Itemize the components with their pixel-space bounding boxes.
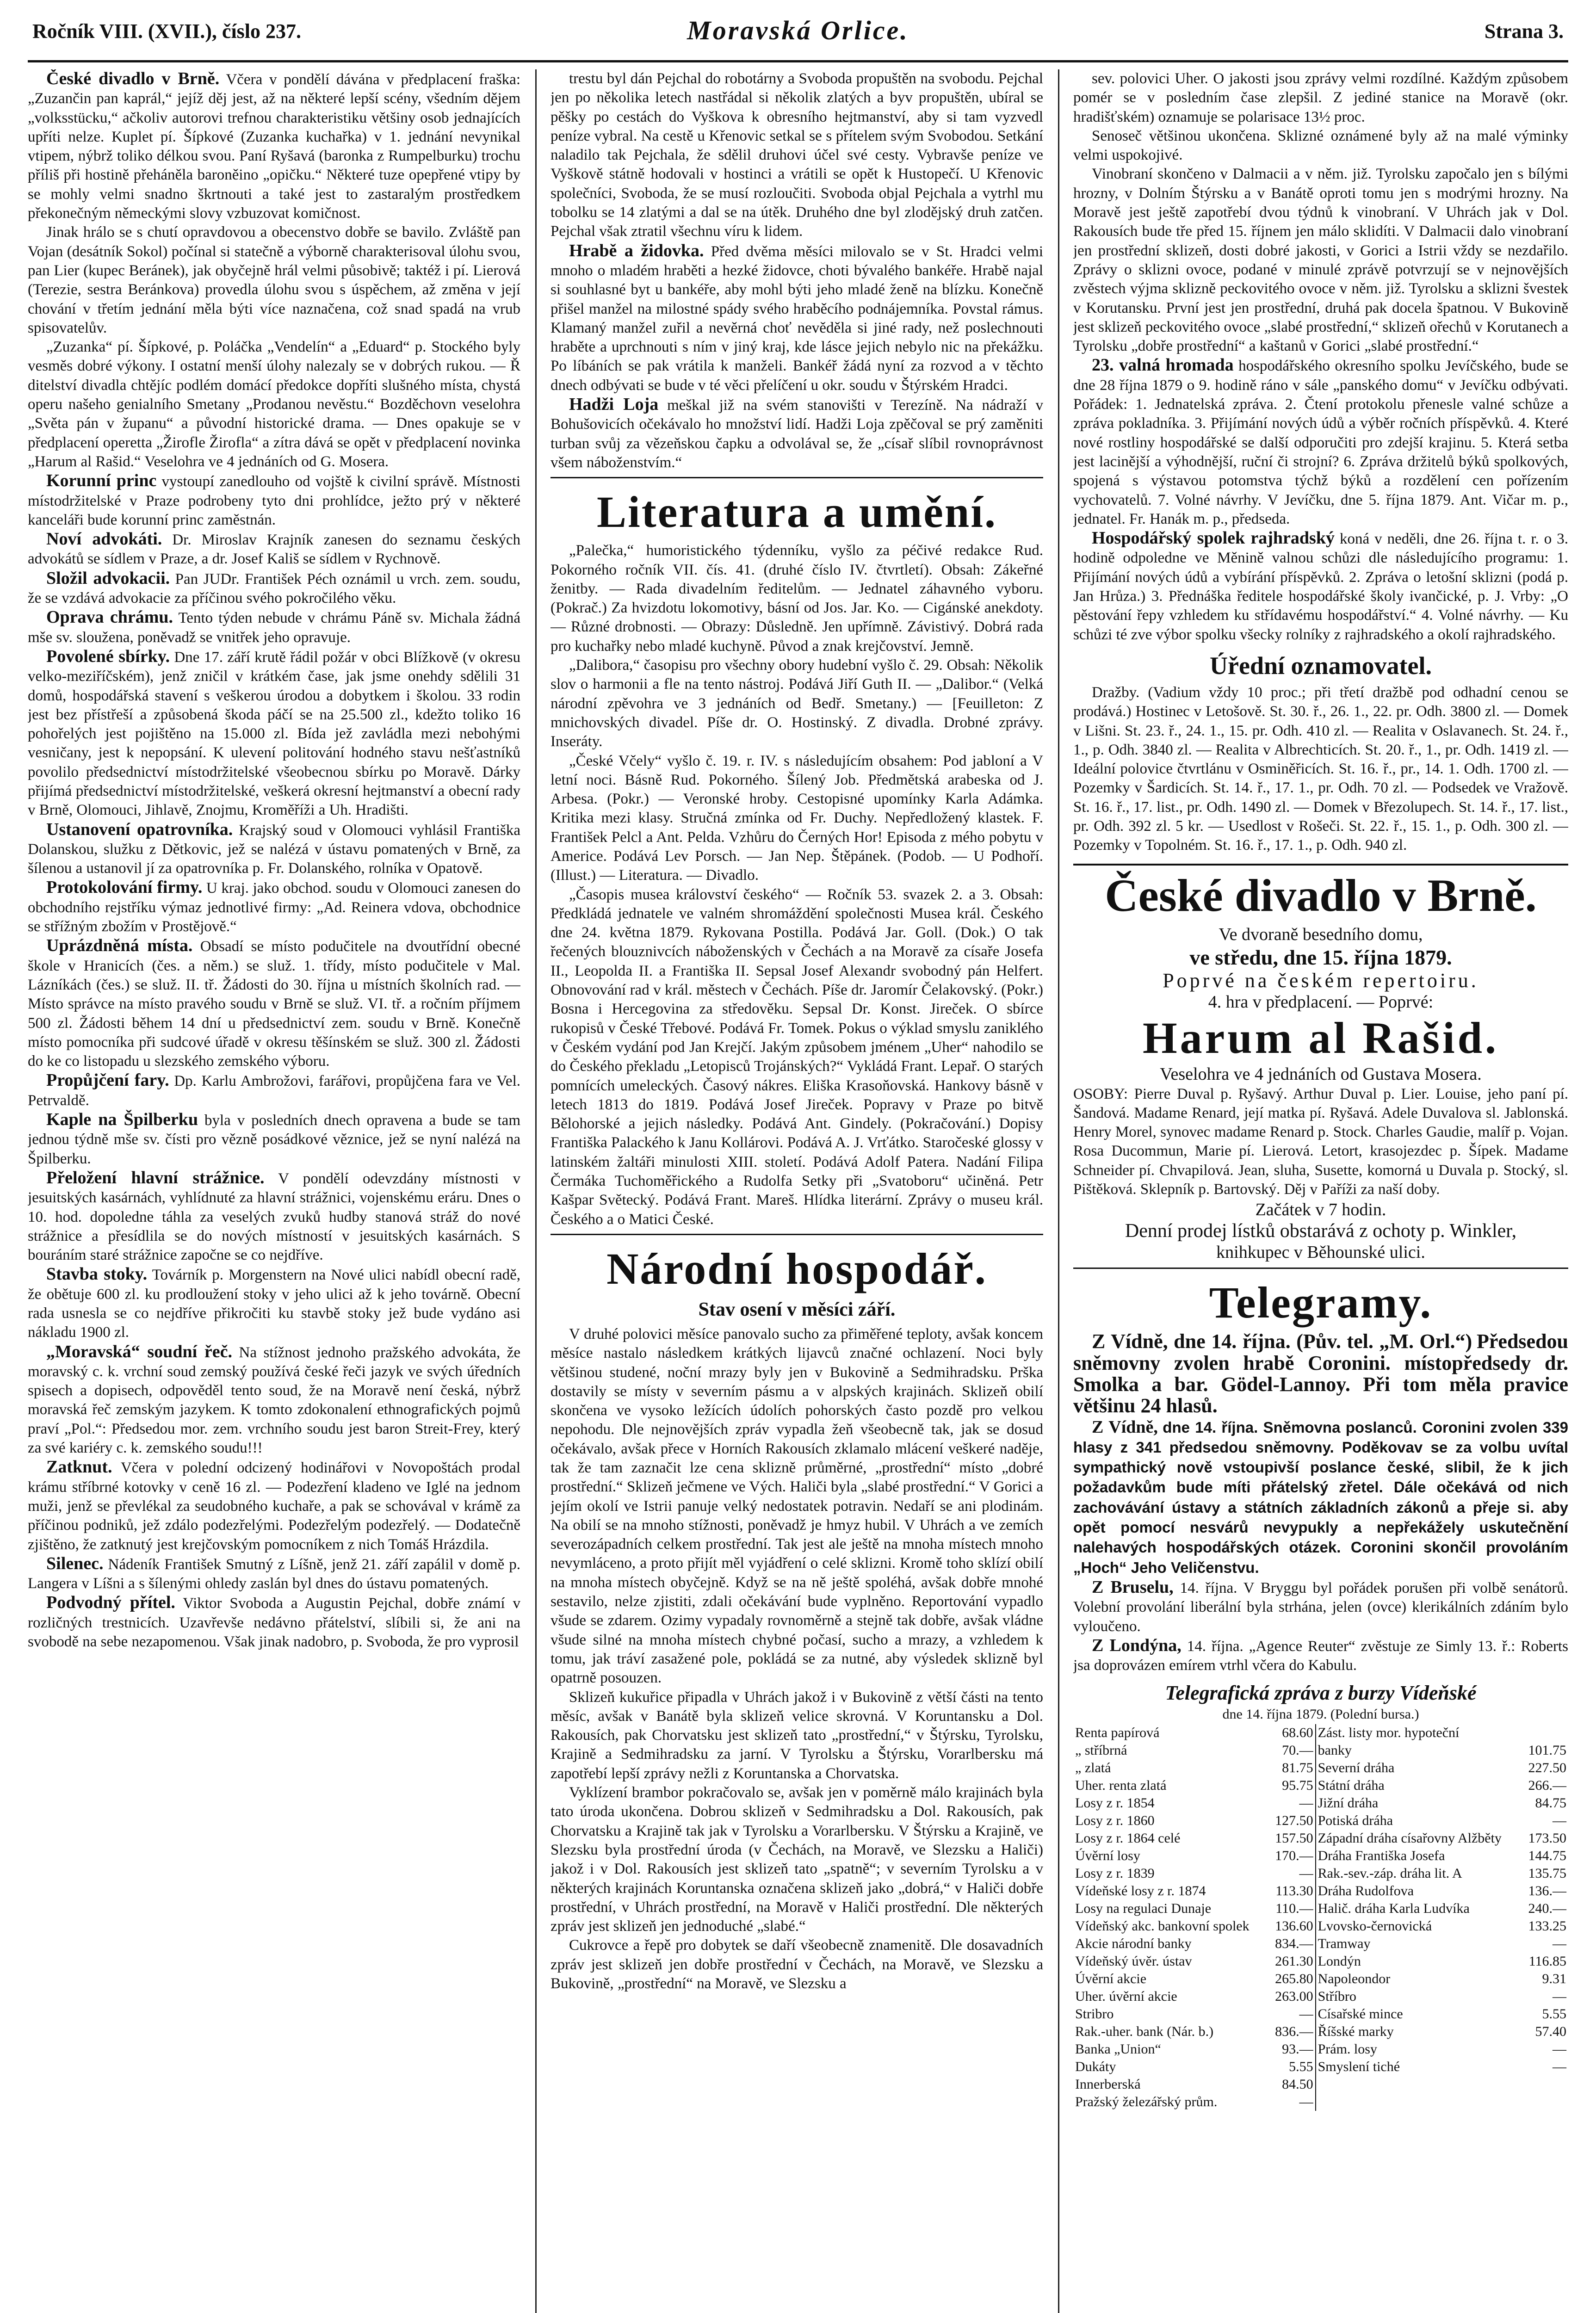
article-text: Na stížnost jednoho pražského advokáta, že moravský c. k. vrchní soud zemský používá české řeči jazyk ve svých úředních spisech a dopisech, odpověděl tento soud, že na Moravě není česká, nýbrž moravská řeč zemským jazykem. K tomto zdokonalení ethnografických pojmů praví „Pol.“: Předsedou mor. zem. vrchního soudu jest baron Streit-Frey, který za své kariéry c. k. zemského soudu!!! [28, 1344, 520, 1457]
bourse-item: Renta papírová [1075, 1725, 1160, 1740]
article [28, 1593, 520, 1651]
bourse-value: — [1553, 2041, 1566, 2057]
bourse-row [1073, 1900, 1568, 1917]
article-text: hospodářského okresního spolku Jevíčského, bude se dne 28 října 1879 o 9. hodině ráno v sále „panského domu“ v Jevíčku odbývati. Pořádek: 1. Jednatelská zpráva. 2. Čtení protokolu přenesle valné schůze a zpráva pokladníka. 3. Přijímání nových údů a výběr ročních příspěvků. 4. Které nové rostliny hospodářské se další odporučiti pro zdejší krajinu. 5. Která setba jest lacinější a výhodnější, ruční či strojní? 6. Zpráva držitelů býků spolkových, spojená s výstavou potomstva týchž býků a rozdělení cen pořízením vychovatelů. 7. Volné návrhy. V Jevíčku, dne 5. října 1879. Ant. Vičar m. p., jednatel. Fr. Hanák m. p., předseda. [1073, 358, 1568, 527]
section-divider [551, 1234, 1043, 1235]
bourse-value: 110.— [1275, 1900, 1313, 1916]
bourse-table [1073, 1724, 1568, 2111]
article-heading: Hadži Loja [569, 395, 659, 414]
bourse-value: — [1553, 1988, 1566, 2004]
bourse-row [1073, 2076, 1568, 2093]
theatre-ad-line: Ve dvoraně besedního domu, [1219, 924, 1423, 944]
bourse-value: 170.— [1275, 1848, 1313, 1863]
theatre-ad-line: Začátek v 7 hodin. [1255, 1200, 1386, 1220]
section-divider [551, 477, 1043, 478]
bourse-row [1073, 1882, 1568, 1900]
bourse-item: Halič. dráha Karla Ludvíka [1316, 1900, 1522, 1917]
bourse-item: „ zlatá [1075, 1760, 1111, 1775]
article-text: Vyklízení brambor pokračovalo se, avšak jen v poměrně málo krajinách byla tato úroda ukončena. Dobrou sklizeň v Sedmihradsku a Dol. Rakousích, pak Chorvatsku a Krajině tak jak v Tyrolsku a Vorarlbersku. V Štýrsku a Krajině, ve Slezsku byla prostřední úroda (v Čechách, na Moravě, ve Slezsku a Haliči) jakož i v Dol. Rakousích jest sklizeň tato „spatně“; v severním Tyrolsku a v některých krajinách Koruntanska označena sklizeň jako „dobrá,“ v Haliči dobře prostřední, v Uhrách prostřední, na Moravě v Haliči prostřední. Dle některých zpráv jest sklizeň jen jednoduché „slabé.“ [551, 1784, 1043, 1935]
article-text: U kraj. jako obchod. soudu v Olomouci zanesen do obchodního rejstříku výmaz jednotlivé firmy: „Ad. Reinera vdova, obchodnice se střížným zbožím v Prostějově.“ [28, 880, 520, 935]
bourse-value: 157.50 [1275, 1830, 1313, 1846]
article-heading: Ustanovení opatrovníka. [46, 819, 233, 839]
theatre-ad-cast: OSOBY: Pierre Duval p. Ryšavý. Arthur Duval p. Lier. Louise, jeho paní pí. Šandová. Madame Renard, její matka pí. Ryšavá. Adele Duvalova sl. Jablonská. Henry Morel, synovec madame Renard p. Stock. Charles Gaudie, malíř p. Vojan. Rosa Ducommun, Marie pí. Lierová. Letort, krasojezdec p. Šípek. Madame Schneider pí. Chvapilová. Jean, sluha, Susette, komorná u Duvala p. Stocký, sl. Pištěková. Sklepník p. Bartovský. Děj v Paříži za naší doby. [1073, 1085, 1568, 1198]
article-text: Předsedou sněmovny zvolen hrabě Coronini. místopředsedy dr. Smolka a bar. Gödel-Lannoy. Při tom měla pravice většinu 24 hlasů. [1073, 1330, 1568, 1417]
bourse-row [1073, 1953, 1568, 1970]
bourse-value: 113.30 [1275, 1883, 1313, 1899]
bourse-item: Potiská dráha [1316, 1812, 1522, 1830]
article-heading: Z Vídně, [1092, 1417, 1158, 1437]
bourse-value: 266.— [1528, 1777, 1566, 1793]
article-heading: Zatknut. [46, 1457, 112, 1477]
bourse-value: — [1553, 1936, 1566, 1951]
bourse-value: — [1299, 2094, 1313, 2109]
bourse-value: 57.40 [1535, 2023, 1566, 2039]
bourse-row [1073, 1830, 1568, 1847]
bourse-subtitle: dne 14. října 1879. (Polední bursa.) [1222, 1707, 1419, 1722]
bourse-item: Uher. renta zlatá [1075, 1777, 1167, 1793]
bourse-item: Rak.-uher. bank (Nár. b.) [1075, 2023, 1214, 2039]
bourse-value [1522, 2093, 1568, 2111]
column-3 [1073, 69, 1568, 2313]
bourse-item: banky [1316, 1742, 1522, 1759]
bourse-value: 70.— [1282, 1742, 1313, 1758]
bourse-item: Vídeňský úvěr. ústav [1075, 1953, 1192, 1969]
theatre-ad-title: České divadlo v Brně. [1073, 864, 1568, 921]
bourse-item: Innerberská [1075, 2076, 1141, 2092]
article [28, 1110, 520, 1169]
page-header [28, 9, 1568, 62]
article [28, 878, 520, 936]
bourse-row [1073, 2093, 1568, 2111]
article-heading: Korunní princ [46, 471, 157, 491]
bourse-row [1073, 2058, 1568, 2076]
bourse-row [1073, 1759, 1568, 1777]
bourse-value: 93.— [1282, 2041, 1313, 2057]
article [1073, 529, 1568, 644]
article [28, 820, 520, 878]
column-rule [1058, 69, 1059, 2313]
article-text: Dp. Karlu Ambrožovi, farářovi, propůjčena fara ve Vel. Petrvaldě. [28, 1073, 520, 1109]
bourse-item: Severní dráha [1316, 1759, 1522, 1777]
bourse-item: Dukáty [1075, 2059, 1116, 2074]
bourse-row [1073, 1777, 1568, 1794]
bourse-row [1073, 1812, 1568, 1830]
article-text: vystoupí zanedlouho od vojště k civilní správě. Místnosti místodržitelské v Praze podrobeny tyto dni prohlídce, ježto prý v některé kanceláři bude korunní princ zaměstnán. [28, 473, 520, 528]
article-heading: Z Londýna, [1092, 1635, 1182, 1655]
article-text: Viktor Svoboda a Augustin Pejchal, dobře známí v rozličných trestnicích. Uzavřevše nedávno přátelství, slíbili si, že ani na svobodě na sebe nezapomenou. Však jinak nadobro, p. Svoboda, že pro vyprosil [28, 1595, 520, 1651]
bourse-item: Vídeňský akc. bankovní spolek [1075, 1918, 1250, 1934]
bourse-item: Losy z r. 1839 [1075, 1865, 1155, 1881]
bourse-item: Losy z r. 1854 [1075, 1795, 1155, 1811]
issue-info: Ročník VIII. (XVII.), číslo 237. [32, 20, 302, 43]
bourse-item: Losy na regulaci Dunaje [1075, 1900, 1212, 1916]
bourse-value: 9.31 [1542, 1971, 1566, 1986]
bourse-row [1073, 1724, 1568, 1742]
bourse-row [1073, 1794, 1568, 1812]
article [28, 530, 520, 569]
article [28, 608, 520, 647]
bourse-value: 836.— [1275, 2023, 1313, 2039]
bourse-value: 5.55 [1542, 2006, 1566, 2022]
bourse-item [1316, 2076, 1522, 2093]
bourse-row [1073, 2023, 1568, 2041]
article-text: „Palečka,“ humoristického týdenníku, vyšlo za péčivé redakce Rud. Pokorného ročník VII. čís. 41. (druhé číslo IV. čtvrtletí). Obsah: Zákeřné ženitby. — Rada divadelním ředitelům. — Jednatel záhavného vyboru. (Pokrač.) Za hvizdotu lokomotivy, básní od Jos. Jar. Ko. — Cigánské anekdoty. — Různé drobnosti. — Obrazy: Důsledně. Jen upřímně. Závistivý. Dobrá rada pro kuchařky nebo mladé kuchyně. Původ a znak krejčovství. Jemně. [551, 542, 1043, 655]
article-text: Dne 17. září krutě řádil požár v obci Blížkově (v okresu velko-meziříčském), jenž zničil v krátkém čase, jak jsme onehdy sdělili 31 domů, hospodářská stavení s veškerou úrodou a dobytkem i školou. 33 rodin jest bez přístřeší a způsobená škoda páčí se na 25.500 zl., kdežto toliko 16 pohořelých jest pojištěno na 15.000 zl. Bída jež zavládla mezi nebohými vesničany, jest k nepopsání. K ulevení politování hodného stavu nešťastníků povolilo předsednictví místodržitelské všeobecnou sbírku po Moravě. Dárky přijímá předsednictví místodržitelské, veškerá okresní hejtmanství a obecní rady v Brně, Olomouci, Jihlavě, Znojmu, Kroměříži a Uh. Hradišti. [28, 649, 520, 819]
bourse-title: Telegrafická zpráva z burzy Vídeňské [1165, 1682, 1477, 1705]
article-heading: Propůjčení fary. [46, 1070, 169, 1090]
masthead: Moravská Orlice. [687, 15, 909, 45]
bourse-value: — [1299, 1865, 1313, 1881]
bourse-item: Banka „Union“ [1075, 2041, 1161, 2057]
bourse-value: — [1553, 2059, 1566, 2074]
theatre-ad-line: Veselohra ve 4 jednáních od Gustava Mosera. [1160, 1064, 1482, 1084]
section-divider [1073, 1268, 1568, 1269]
article-heading: 23. valná hromada [1092, 355, 1234, 375]
bourse-value: 133.25 [1528, 1918, 1566, 1934]
article-heading: Z Bruselu, [1092, 1577, 1174, 1597]
column-2 [551, 69, 1043, 2313]
bourse-item: Stříbro [1316, 1988, 1522, 2005]
bourse-item: Úvěrní akcie [1075, 1971, 1147, 1986]
bourse-row [1073, 1970, 1568, 1988]
bourse-item: Pražský železářský prům. [1075, 2094, 1218, 2109]
article-heading: Protokolování firmy. [46, 878, 203, 897]
bourse-value: 95.75 [1282, 1777, 1313, 1793]
bourse-value: 227.50 [1528, 1760, 1566, 1775]
bourse-item: Lvovsko-černovická [1316, 1917, 1522, 1935]
section-title-hospodar: Národní hospodář. [606, 1243, 987, 1293]
bourse-row [1073, 1847, 1568, 1865]
bourse-item: Prám. losy [1316, 2041, 1522, 2058]
article [1073, 1418, 1568, 1578]
article-text: V druhé polovici měsíce panovalo sucho za přiměřené teploty, avšak koncem měsíce nastalo následkem krátkých lijavců značné ochlazení. Noci byly většinou studené, noční mrazy byly jen v Bukovině a Sedmihradsku. Prška dostavily se místy v severním pásmu a v alpských krajinách. Sklizeň obilí skončena ve vysoko ležících údolích pohorských často pozdě pro velkou nepohodu. Dle nejnovějších zpráv vypadla žeň všeobecně tak, jak se dosud očekávalo, avšak přece v Horních Rakousích zklamalo mlácení veškeré naděje, tak že tam zaznačit lze cena sklizně průměrné, „prostřední“ místo „dobré prostřední.“ Sklizeň ječmene ve Vých. Haliči byla „slabé prostřední.“ V Gorici a jejím okolí ve Istrii panuje velký nedostatek potravin. Nedaří se ani plodinám. Na obilí se na mnoho stížnosti, poněvadž je hmyz hubil. V Uhrách a ve zemích severozápadních celkem prostřední. Tak jest ale ještě na mnoha místech mnoho nevymláceno, a proto přijít měl vyjádření o celé sklizni. Kromě toho sklízí obilí na mnoha místech obyčejně. Když se na ně ještě spoléhá, avšak dobře mnohé sestavilo, nelze zjistiti, zdali očekávání bude vyplněno. Reportování vypadlo všude se zdarem. Ozimy vypadaly rovnoměrně a stejně tak dobře, avšak vládne všude silné na mnoha místech chybné počasí, sucho a mrazy, a vzhledem k tomu, jak tráví zasažené pole, pokládá se za nutné, aby výsledek sklizně byl opatrně posouzen. [551, 1325, 1043, 1687]
bourse-item: Dráha Františka Josefa [1316, 1847, 1522, 1865]
bourse-row [1073, 2005, 1568, 2023]
bourse-item: Vídeňské losy z r. 1874 [1075, 1883, 1206, 1899]
article-heading: Složil advokacii. [46, 568, 170, 588]
article-text: Vinobraní skončeno v Dalmacii a v něm. již. Tyrolsku započalo jen s bílými hrozny, v Dolním Štýrsku a v Banátě oproti tomu jen s modrými hrozny. Na Moravě jest ještě zapotřebí dvou týdnů k vinobraní. V Uhrách jak v Dol. Rakousích bude tře před 15. říjnem jen málo sklidíti. V Dalmacii dalo vinobraní jen prostřední sklizeň, dosti dobré jakosti, v Gorici a Istrii vždy se nezdařilo. Zprávy o sklizni ovoce, podané v minulé zprávě potvrzují se v nejnovějších zvěstech výjma sklizně peckovitého ovoce v něm. již. Tyrolsku a sklizni švestek v Korutansku. První jest jen prostřední, druhá pak docela špatnou. V Bukovině jest sklizeň peckovitého ovoce „slabé prostřední,“ sklizeň ořechů v Korutanech a Tyrolsku „dobře prostřední“ a kaštanů v Gorici „slabé prostřední.“ [1073, 166, 1568, 355]
bourse-value: 68.60 [1282, 1725, 1313, 1740]
article-text: Továrník p. Morgenstern na Nové ulici nabídl obecní radě, že obětuje 600 zl. ku prodloužení stoky v jeho ulici až k jeho továrně. Obecní rada usnesla se co nejdříve přikročiti ku stavbě stoky jež bude vydáno asi nákladu 1900 zl. [28, 1267, 520, 1341]
article [28, 1458, 520, 1554]
section-title-urad: Úřední oznamovatel. [1210, 651, 1432, 680]
bourse-value: 261.30 [1275, 1953, 1313, 1969]
bourse-value: — [1553, 1812, 1566, 1828]
article-text: V pondělí odevzdány místnosti v jesuitských kasárnách, vyhlídnuté za hlavní strážnici, vojenskému eráru. Dnes o 10. hod. dopoledne táhla za veselých zvuků hudby stanová stráž do nové strážnice a přesídlila se do nových místností v jesuitských kasárnách. S bouráním staré strážnice započne se co nejdříve. [28, 1170, 520, 1264]
bourse-item: Státní dráha [1316, 1777, 1522, 1794]
article [28, 1342, 520, 1458]
theatre-ad-line: Poprvé na českém repertoiru. [1163, 969, 1479, 992]
article-text: Sklizeň kukuřice připadla v Uhrách jakož i v Bukovině z větší části na tento měsíc, avšak v Banátě byla sklizeň velice skrovná. V Koruntansku a Dol. Rakousích, pak Chorvatsku jest sklizeň tato „prostřední,“ v Štýrsku, Tyrolsku, Krajině a Sedmihradsku za jarní. V Tyrolsku a Štýrsku, Vorarlbersku má zapotřebí lepší zprávy nežli z Koruntanska a Chorvatska. [551, 1688, 1043, 1782]
article-heading: Noví advokáti. [46, 529, 162, 549]
article-text: „Dalibora,“ časopisu pro všechny obory hudební vyšlo č. 29. Obsah: Několik slov o harmonii a fle na tento nástroj. Podává Jiří Guth II. — „Dalibor.“ (Velká národní zpěvohra ve 3 jednáních od Bedř. Smetany.) — [Feuilleton: Z mnichovských divadel. Píše dr. O. Hostinský. Z divadla. Drobné zprávy. Inseráty. [551, 657, 1043, 750]
bourse-item: Úvěrní losy [1075, 1848, 1140, 1863]
article-heading: Z Vídně, dne 14. října. (Pův. tel. „M. Orl.“) [1092, 1330, 1472, 1353]
theatre-ad-date: ve středu, dne 15. října 1879. [1189, 945, 1452, 969]
article [28, 471, 520, 530]
article-heading: Kaple na Špilberku [46, 1110, 198, 1130]
article-text: Dražby. (Vadium vždy 10 proc.; při třetí dražbě pod odhadní cenou se prodává.) Hostinec v Letošově. St. 30. ř., 26. 1., 22. pr. Odh. 3800 zl. — Domek v Lišni. St. 23. ř., 24. 1., 15. pr. Odh. 410 zl. — Realita v Oslavanech. St. 24. ř., 1., p. Odh. 3840 zl. — Realita v Albrechticích. St. 20. ř., 1., pr. Odh. 1419 zl. — Ideální polovice čtvrtlánu v Osminěřicích. St. 16. ř., pr., 14. 1. Odh. 1700 zl. — Pozemky v Šardicích. St. 14. ř., 17. 1., pr. Odh. 70 zl. — Podsedek ve Vražově. St. 16. ř., 17. list., pr. Odh. 1490 zl. — Domek v Březolupech. St. 14. ř., 17. list., pr. Odh. 392 zl. 5 kr. — Usedlost v Rošeči. St. 22. ř., 15. 1., p. Odh. 300 zl. — Pozemky v Topolném. St. 16. ř., 17. 1., p. Odh. 940 zl. [1073, 684, 1568, 854]
article-text: trestu byl dán Pejchal do robotárny a Svoboda propuštěn na svobodu. Pejchal jen po několika letech nastřádal si několik zlatých a byv propuštěn, ubíral se pěšky po cestách do Vyškova k obresního hejtmanství, aby si tam vyzvedl peníze vybral. Na cestě u Křenovic setkal se s přítelem svým Svobodou. Setkání naladilo tak Pejchala, že sdělil druhovi účel své cesty. Vybravše peníze ve Vyškově státně hodovali v hostinci a vrátili se opět k Hustopečí. U Křenovic společníci, Svoboda, že se musí rozloučiti. Svoboda objal Pejchala a vytrhl mu tobolku se 14 zlatými a dal se na útěk. Druhého dne byl zlodějský druh zatčen. Pejchal však ztratil všechnu víru k lidem. [551, 70, 1043, 240]
article-text: koná v neděli, dne 26. října t. r. o 3. hodině odpoledne ve Měnině valnou schůzi dle následujícího programu: 1. Přijímání nových údů a vybírání příspěvků. 2. Zpráva o letošní sklizni (podá p. Jan Hrůza.) 3. Přednáška ředitele hospodářské školy ivančické, p. J. Vrby: „O pěstování řepy vzhledem ku střídavému hospodářství.“ 4. Volné návrhy. — Ku schůzi té zve výbor spolku všecky rolníky z rajhradského a okolí rajhradského. [1073, 531, 1568, 643]
article-heading: „Moravská“ soudní řeč. [46, 1342, 232, 1361]
article-heading: Povolené sbírky. [46, 646, 170, 666]
bourse-item: Zást. listy mor. hypoteční [1316, 1724, 1522, 1742]
article-heading: Uprázdněná místa. [46, 936, 193, 956]
article-heading: Stavba stoky. [46, 1264, 148, 1284]
article [28, 1071, 520, 1110]
bourse-row [1073, 1988, 1568, 2005]
article-text: „Časopis musea království českého“ — Ročník 53. svazek 2. a 3. Obsah: Předkládá jednatele ve valném shromáždění společnosti Musea král. Českého dne 24. května 1879. Rykovana Postilla. Podává Jar. Goll. (Dok.) O tak řečených blouznivcích náboženských v Čechách a na Moravě za císaře Josefa II., Leopolda II. a Františka II. Sepsal Josef Alexandr svobodný pán Helfert. Obnovování rad v král. městech v Čechách. Píše dr. Jaromír Čelakovský. (Pokr.) Bosna i Hercegovina za středověku. Sepsal Dr. Konst. Jireček. O sbírce rukopisů v České Třebové. Podává Fr. Tomek. Pokus o výklad smyslu zaniklého v Českém vydání pod Jan Krejčí. Jakým způsobem jménem „Uher“ nahodilo se do Českého překladu „Letopisců Trojánských?“ Vykládá Frant. Lepař. O starých pomnících umeleckých. Časový nákres. Eliška Krasoňovská. Hankovy básně v letech 1813 do 1819. Podává Josef Jireček. Popravy v Praze po bitvě Bělohorské a jejich následky. Podává Ant. Gindely. (Pokračování.) Dopisy Františka Palackého k Janu Kollárovi. Podává A. J. Vrťátko. Staročeské glossy v latinském žaltáři minulosti XIII. století. Podává Adolf Patera. Nadání Filipa Čermáka Tuchoměřického a Rudolfa Setky při „Svatoboru“ učiněná. Petr Kašpar Světecký. Podává Frant. Mareš. Hlídka literární. Zprávy o museu král. Českého a o Matici České. [551, 886, 1043, 1228]
article [551, 395, 1043, 472]
article-text: meškal již na svém stanovišti v Terezíně. Na nádraží v Bohušovicích očekávalo ho množství lidí. Hadži Loja zpěčoval se prý zaměniti turban svůj za vězeňskou čapku a odvolával se, že „císař slíbil rovnoprávnost všem náboženstvím.“ [551, 397, 1043, 471]
article-heading: České divadlo v Brně. [46, 69, 220, 88]
bourse-value: 84.50 [1282, 2076, 1313, 2092]
bourse-value: 173.50 [1528, 1830, 1566, 1846]
article [1073, 1578, 1568, 1636]
article-heading: Podvodný přítel. [46, 1593, 175, 1613]
bourse-value: 136.60 [1275, 1918, 1313, 1934]
article-heading: Přeložení hlavní strážnice. [46, 1168, 265, 1187]
bourse-item: Stribro [1075, 2006, 1114, 2022]
bourse-item: Tramway [1316, 1935, 1522, 1953]
bourse-item: Dráha Rudolfova [1316, 1882, 1522, 1900]
bourse-item: Napoleondor [1316, 1970, 1522, 1988]
bourse-value: 5.55 [1289, 2059, 1313, 2074]
bourse-value: 265.80 [1275, 1971, 1313, 1986]
bourse-item: „ stříbrná [1075, 1742, 1127, 1758]
section-subtitle: Stav osení v měsíci září. [698, 1299, 896, 1320]
article-heading: Hrabě a židovka. [569, 241, 704, 260]
article-text: Tento týden nebude v chrámu Páně sv. Michala žádná mše sv. sloužena, poněvadž se vnitřek jeho opravuje. [28, 610, 520, 646]
article-text: „České Včely“ vyšlo č. 19. r. IV. s následujícím obsahem: Pod jabloní a V letní noci. Básně Rud. Pokorného. Šílený Job. Předmětská arabeska od J. Arbesa. (Pokr.) — Veronské hroby. Cestopisné upomínky Karla Adámka. Kritika mezi klasy. Stručná zmínka od Fr. Duchy. Nepředložený klastek. F. František Pelcl a Ant. Pelda. Vzhůru do Černých Hor! Episoda z mého pobytu v Americe. Podává Lev Porsch. — Jan Nep. Štěpánek. (Podob. — U Podhoří. (Illust.) — Literatura. — Divadlo. [551, 752, 1043, 884]
bourse-item: Jižní dráha [1316, 1794, 1522, 1812]
bourse-item: Losy z r. 1860 [1075, 1812, 1155, 1828]
article [28, 569, 520, 608]
article-text: Před dvěma měsíci milovalo se v St. Hradci velmi mnoho o mladém hraběti a hezké židovce, choti bývalého bankéře. Hrabě najal si souhlasné byt u bankéře, aby mohl býti jeho mladé ženě na blízku. Konečně přišel manžel na milostné spády svého hraběcího podnájemníka. Povstal rámus. Klamaný manžel zuřil a nevěrná choť nevěděla si jiné rady, než poslechnouti hraběte a uprchnouti s ním v jiný kraj, kde lásce jejich nebylo nic na překážku. Po líbáních se pak vrátila k manželi. Bankéř žádá nyní za rozvod a v těchto dnech odbývati se bude v té věci přelíčení u okr. soudu v Štýrském Hradci. [551, 243, 1043, 394]
article [28, 1265, 520, 1342]
bourse-value: 135.75 [1528, 1865, 1566, 1881]
bourse-row [1073, 1917, 1568, 1935]
bourse-value [1522, 2076, 1568, 2093]
bourse-value: — [1299, 2006, 1313, 2022]
section-title-telegramy: Telegramy. [1209, 1278, 1433, 1328]
article [28, 69, 520, 223]
article-heading: Hospodářský spolek rajhradský [1092, 528, 1335, 548]
page-number: Strana 3. [1484, 20, 1564, 43]
article-text: Obsadí se místo podučitele na dvoutřídní obecné škole v Hranicích (čes. a něm.) se služ. 1. třídy, místo podučitele v Mal. Lázníkách (čes.) se služ. II. tř. Žádosti do 30. října u místních školních rad. — Místo správce na místo pravého soudu v Brně se služ. VI. tř. a ročním příjmem 500 zl. Žádosti během 14 dní u předsednictví zem. soudu v Brně. Konečně místo pomocníka při sudcové úřadě v okresu těšínském se služ. 300 zl. Žádosti do ke co listopadu u slezského zemského výboru. [28, 938, 520, 1070]
article [28, 1169, 520, 1265]
article-text: „Zuzanka“ pí. Šípkové, p. Poláčka „Vendelín“ a „Eduard“ p. Stockého byly vesměs dobré výkony. I ostatní menší úlohy nalezaly se v dobrých rukou. — Ř ditelství divadla chtějíc podlém domácí předokce dopříti slušného místa, chystá operu našeho genialního Smetany „Prodanou nevěstu.“ Bozděchovn veselohra „Světa pán v županu“ a původní historické drama. — Dnes opakuje se v předplacení operetta „Žirofle Žirofla“ a zítra dává se opět v předplacení novinka „Harum al Rašid.“ Veselohra ve 4 jednáních od G. Mosera. [28, 339, 520, 470]
newspaper-page [28, 9, 1568, 2313]
theatre-ad-line: 4. hra v předplacení. — Poprvé: [1208, 992, 1434, 1012]
bourse-row [1073, 1865, 1568, 1882]
article [1073, 356, 1568, 529]
article-text: Cukrovce a řepě pro dobytek se daří všeobecně znamenitě. Dle dosavadních zpráv jest sklizeň jen dobře prostřední v Čechách, na Moravě, ve Slezsku a Bukovině, „prostřední“ na Moravě, ve Slezsku a [551, 1937, 1043, 1992]
article-text: Pan JUDr. František Péch oznámil u vrch. zem. soudu, že se vzdává advokacie za příčinou svého pokročilého věku. [28, 570, 520, 607]
bourse-item: Losy z r. 1864 celé [1075, 1830, 1181, 1846]
bourse-item [1316, 2093, 1522, 2111]
column-rule [535, 69, 537, 2313]
bourse-item: Západní dráha císařovny Alžběty [1316, 1830, 1522, 1847]
article [28, 1554, 520, 1594]
bourse-value: 84.75 [1535, 1795, 1566, 1811]
theatre-ad-line: knihkupec v Běhounské ulici. [1216, 1243, 1425, 1262]
bourse-value: 116.85 [1528, 1953, 1566, 1969]
article [551, 241, 1043, 395]
bourse-value: 144.75 [1528, 1848, 1566, 1863]
article-text: sev. polovici Uher. O jakosti jsou zprávy velmi rozdílné. Každým způsobem pomér se v posledním čase zlepšil. Z jediné stanice na Moravě (okr. hradišťském) oznamuje se polarisace 13½ proc. [1073, 70, 1568, 125]
bourse-value: 240.— [1528, 1900, 1566, 1916]
article-text: Včera v polední odcizený hodinářovi v Novopoštách prodal krámu stříbrné kotovky v ceně 16 zl. — Podezření kladeno ve Iglé na jednom muži, jenž se převlékal za seudobného kuchaře, a pak se schovával v krámě za příčinou podniků, jež zdálo podezřelými. Podezřelým podezřelý. — Dodatečně zjištěno, že zatknutý jest krejčovským pomocníkem z nich Tomáš Hrázdila. [28, 1460, 520, 1553]
bourse-value: 101.75 [1528, 1742, 1566, 1758]
bourse-item: Říšské marky [1316, 2023, 1522, 2041]
article [1073, 1636, 1568, 1676]
bourse-item: Smyslení tiché [1316, 2058, 1522, 2076]
article-text: dne 14. října. Sněmovna poslanců. Coronini zvolen 339 hlasy z 341 předsedou sněmovny. Poděkovav se za volbu uvítal sympathický nově vstoupivší poslance české, slibil, že k jich požadavkům bude míti přátelský zřetel. Dále očekává od nich zachovávání ústavy a státních základních zákonů a přeje si. aby opět pomocí nesvárů nevypukly a nepřekážely uskutečnění nalehavých hospodářských otázek. Coronini skončil provoláním „Hoch“ Jeho Veličenstvu. [1073, 1418, 1568, 1576]
bourse-value: 136.— [1528, 1883, 1566, 1899]
theatre-ad-play: Harum al Rašid. [1142, 1013, 1499, 1063]
article-text: 14. října. „Agence Reuter“ zvěstuje ze Simly 13. ř.: Roberts jsa doprovázen emírem vtrhl včera do Kabulu. [1073, 1638, 1568, 1674]
theatre-ad-line: Denní prodej lístků obstarává z ochoty p. Winkler, [1125, 1220, 1517, 1242]
bourse-row [1073, 2041, 1568, 2058]
bourse-item: Císařské mince [1316, 2005, 1522, 2023]
article-text: byla v posledních dnech opravena a bude se tam jednou týdně mše sv. čísti pro vězně posádkové věznice, jež se nyní nalézá na Špilberku. [28, 1112, 520, 1167]
bourse-value: — [1299, 1795, 1313, 1811]
column-1 [28, 69, 520, 2313]
bourse-value: 834.— [1275, 1936, 1313, 1951]
article [1073, 1332, 1568, 1417]
bourse-value [1522, 1724, 1568, 1742]
bourse-item: Rak.-sev.-záp. dráha lit. A [1316, 1865, 1522, 1882]
article-heading: Silenec. [46, 1553, 104, 1573]
article-heading: Oprava chrámu. [46, 607, 173, 627]
article-text: 14. října. V Bryggu byl pořádek porušen při volbě senátorů. Volební provolání liberální byla strhána, jelen (ovce) klerikálních zdáním bylo vyloučeno. [1073, 1579, 1568, 1635]
article-text: Senoseč většinou ukončena. Sklizné oznámené byly až na malé výminky velmi uspokojivé. [1073, 127, 1568, 164]
bourse-value: 263.00 [1275, 1988, 1313, 2004]
bourse-row [1073, 1935, 1568, 1953]
section-title-literatura: Literatura a umění. [597, 487, 997, 537]
bourse-value: 127.50 [1275, 1812, 1313, 1828]
article-text: Krajský soud v Olomouci vyhlásil Františka Dolanskou, služku z Dětkovic, jež se nalézá v ústavu pomatených v Brně, za šílenou a ustanovil jí za opatrovníka p. Fr. Dolanského, rolníka v Opatově. [28, 822, 520, 877]
bourse-item: Akcie národní banky [1075, 1936, 1192, 1951]
article [28, 647, 520, 820]
bourse-item: Londýn [1316, 1953, 1522, 1970]
bourse-row [1073, 1742, 1568, 1759]
bourse-value: 81.75 [1282, 1760, 1313, 1775]
bourse-item: Uher. úvěrní akcie [1075, 1988, 1177, 2004]
article-text: Včera v pondělí dávána v předplacení fraška: „Zuzančin pan kaprál,“ jejíž děj jest, až na některé lepší scény, všedním dějem „volksstücku,“ ačkoliv autorovi trefnou charakteristiku většiny osob jednajících upříti nelze. Kuplet pí. Šípkové (Zuzanka kuchařka) v 1. jednání nevynikal vtipem, nýbrž toliko délkou svou. Paní Ryšavá (baronka z Rumpelburku) trochu příliš při hostině přeháněla baroněino „opičku.“ Některé tuze opepřené vtipy by se mohly velmi snadno škrtnouti a také jest to zastaralým prostředkem překonečným německými slovy vzbuzovat komičnost. [28, 71, 520, 222]
article-text: Nádeník František Smutný z Líšně, jenž 21. září zapálil v domě p. Langera v Líšni a s šílenými ohledy zaslán byl dnes do ústavu pomatených. [28, 1556, 520, 1592]
article [28, 936, 520, 1071]
article-text: Jinak hrálo se s chutí opravdovou a obecenstvo dobře se bavilo. Zvláště pan Vojan (desátník Sokol) počínal si statečně a výborně charakterisoval úlohu svou, pan Lier (kupec Beránek), jak obyčejně hrál velmi působivě; taktéž i pí. Lierová (Terezie, sestra Beránkova) provedla úlohu svou s úspěchem, až změna v její chování v třetím jednání měla býti více naznačena, což snad spadá na vrub spisovatelův. [28, 224, 520, 336]
article-text: Dr. Miroslav Krajník zanesen do seznamu českých advokátů se sídlem v Praze, a dr. Josef Kališ se sídlem v Rychnově. [28, 532, 520, 568]
